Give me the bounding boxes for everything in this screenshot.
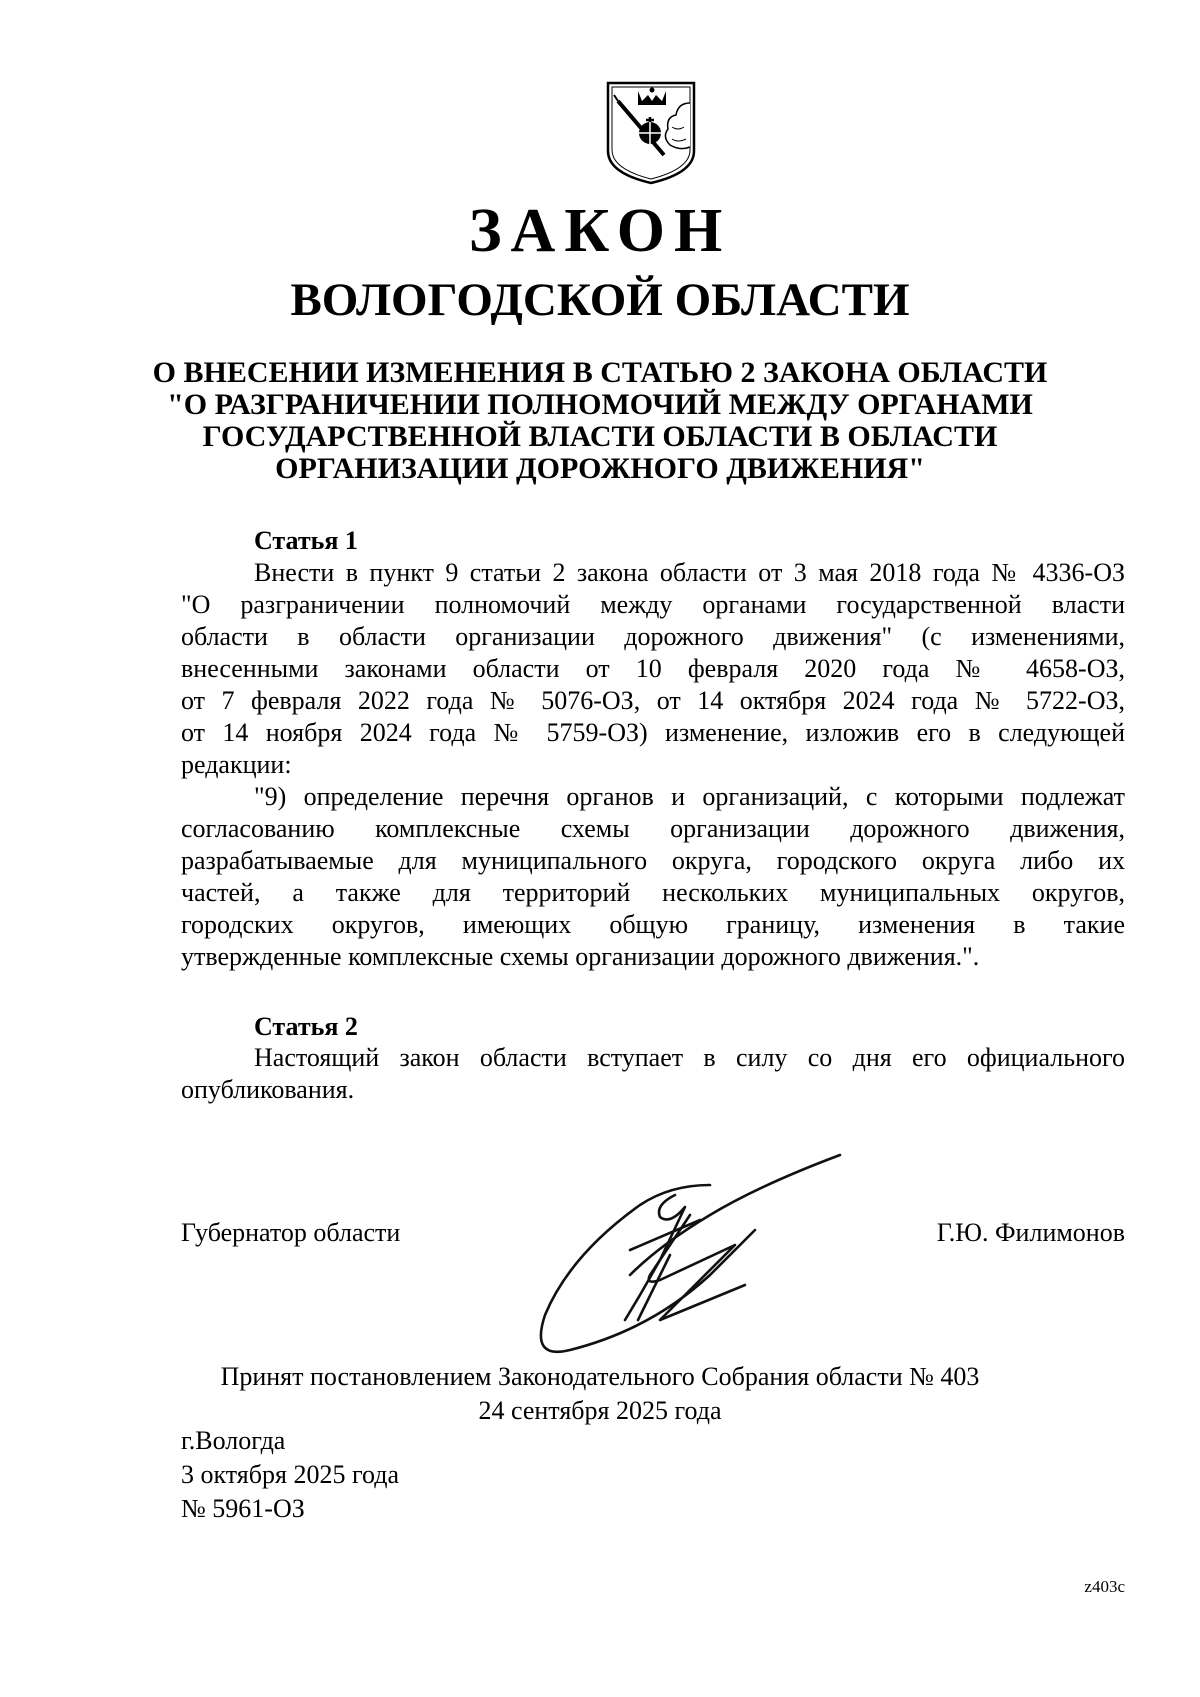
signing-place: г.Вологда <box>181 1426 286 1455</box>
subject-line: О ВНЕСЕНИИ ИЗМЕНЕНИЯ В СТАТЬЮ 2 ЗАКОНА ОБЛАСТИ <box>152 356 1048 389</box>
text-line: разрабатываемые для муниципального округа, городского округа либо их <box>181 846 1125 875</box>
text-line: "9) определение перечня органов и организаций, с которыми подлежат <box>254 782 1125 811</box>
document-title: ЗАКОН <box>468 197 732 265</box>
text-line: от 14 ноября 2024 года № 5759-ОЗ) изменение, изложив его в следующей <box>181 718 1125 747</box>
signing-details <box>181 1424 399 1526</box>
region-title: ВОЛОГОДСКОЙ ОБЛАСТИ <box>290 274 910 326</box>
signatory-name: Г.Ю. Филимонов <box>936 1218 1125 1247</box>
text-line: городских округов, имеющих общую границу, изменения в такие <box>181 910 1125 939</box>
text-line: утвержденные комплексные схемы организации дорожного движения.". <box>181 942 980 971</box>
article-1-heading: Статья 1 <box>254 526 358 555</box>
article-2-body <box>181 1042 1125 1106</box>
text-line: Внести в пункт 9 статьи 2 закона области от 3 мая 2018 года № 4336-ОЗ <box>254 558 1125 587</box>
subject-line: ГОСУДАРСТВЕННОЙ ВЛАСТИ ОБЛАСТИ В ОБЛАСТИ <box>202 420 998 453</box>
coat-of-arms-icon <box>606 81 696 185</box>
article-1-body <box>181 557 1125 973</box>
text-line: согласованию комплексные схемы организации дорожного движения, <box>181 814 1125 843</box>
article-2-heading: Статья 2 <box>254 1012 358 1041</box>
document-code: z403c <box>1084 1577 1125 1596</box>
text-line: редакции: <box>181 750 292 779</box>
law-number: № 5961-ОЗ <box>181 1494 305 1523</box>
signing-date: 3 октября 2025 года <box>181 1460 399 1489</box>
text-line: опубликования. <box>181 1075 355 1104</box>
text-line: от 7 февраля 2022 года № 5076-ОЗ, от 14 октября 2024 года № 5722-ОЗ, <box>181 686 1125 715</box>
signatory-title: Губернатор области <box>181 1218 401 1247</box>
adoption-date: 24 сентября 2025 года <box>478 1396 722 1425</box>
text-line: области в области организации дорожного движения" (с изменениями, <box>181 622 1125 651</box>
law-subject <box>0 357 1200 485</box>
text-line: внесенными законами области от 10 февраля 2020 года № 4658-ОЗ, <box>181 654 1125 683</box>
text-line: частей, а также для территорий нескольких муниципальных округов, <box>181 878 1125 907</box>
subject-line: ОРГАНИЗАЦИИ ДОРОЖНОГО ДВИЖЕНИЯ" <box>275 452 925 485</box>
handwritten-signature <box>510 1145 850 1385</box>
text-line: Настоящий закон области вступает в силу со дня его официального <box>254 1043 1125 1072</box>
subject-line: "О РАЗГРАНИЧЕНИИ ПОЛНОМОЧИЙ МЕЖДУ ОРГАНАМИ <box>167 388 1033 421</box>
text-line: "О разграничении полномочий между органами государственной власти <box>181 590 1125 619</box>
adoption-line: Принят постановлением Законодательного Собрания области № 403 <box>220 1362 980 1391</box>
adoption-note <box>0 1360 1200 1428</box>
